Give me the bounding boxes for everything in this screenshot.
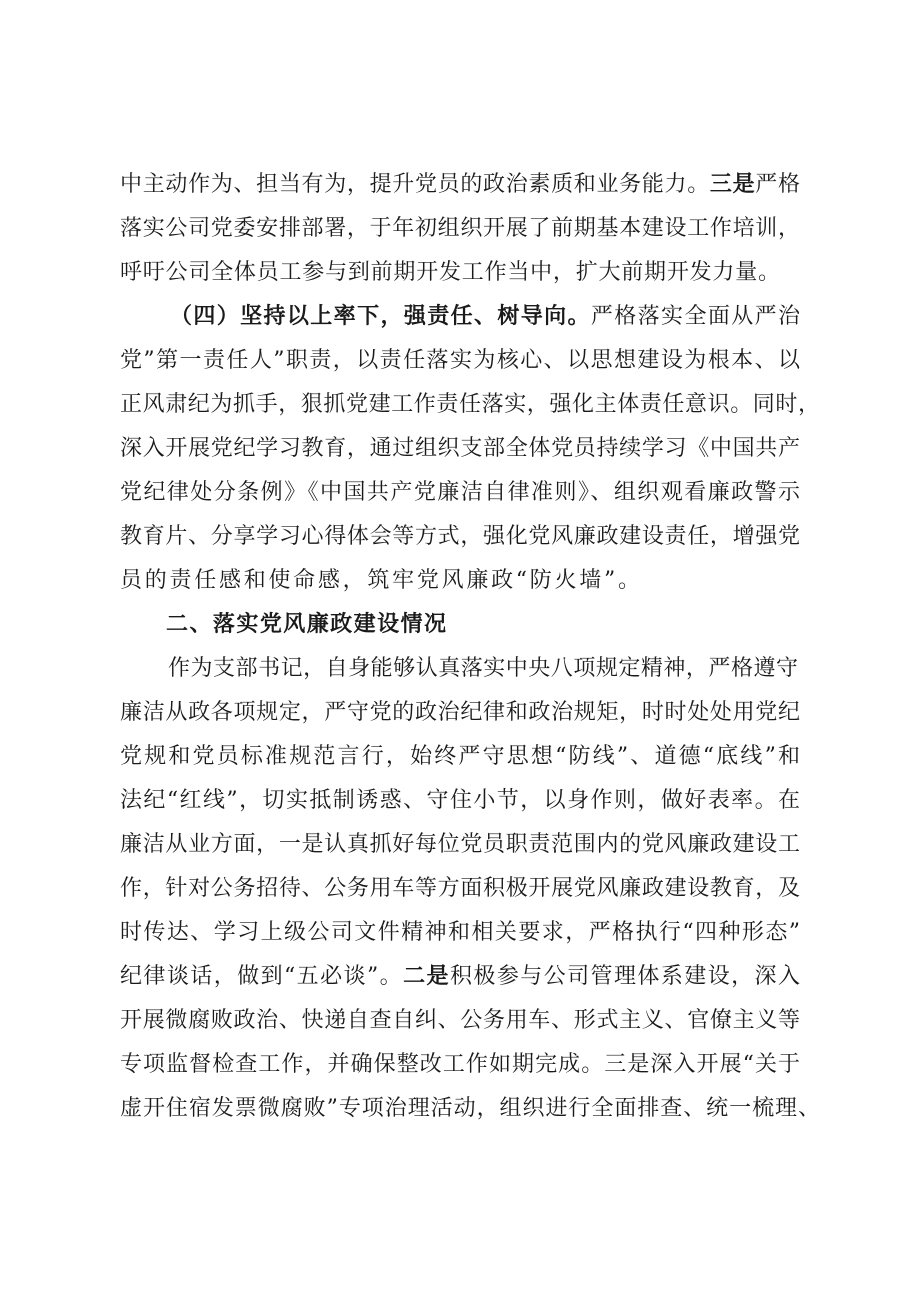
line-text: 作，针对公务招待、公务用车等方面积极开展党风廉政建设教育，及 (120, 876, 801, 901)
bold-text: 二、落实党风廉政建设情况 (166, 612, 448, 637)
section-heading (0, 603, 920, 647)
text-line (0, 1043, 920, 1087)
text-line (0, 427, 920, 471)
text-line (0, 911, 920, 955)
text-line (0, 955, 920, 999)
line-text: 党规和党员标准规范言行，始终严守思想“防线”、道德“底线”和 (120, 744, 803, 769)
line-text: 纪律谈话，做到“五必谈”。 (120, 964, 404, 989)
line-text: 教育片、分享学习心得体会等方式，强化党风廉政建设责任，增强党 (120, 524, 801, 549)
text-line (0, 1087, 920, 1131)
text-line (0, 735, 920, 779)
line-text: 深入开展党纪学习教育，通过组织支部全体党员持续学习《中国共产 (120, 436, 801, 461)
line-text: 严格 (755, 172, 801, 197)
line-text: 正风肃纪为抓手，狠抓党建工作责任落实，强化主体责任意识。同时， (120, 392, 821, 417)
text-line (0, 823, 920, 867)
line-text: 呼吁公司全体员工参与到前期开发工作当中，扩大前期开发力量。 (120, 260, 781, 285)
text-line (0, 471, 920, 515)
text-line (0, 251, 920, 295)
text-line (0, 383, 920, 427)
line-text: 廉洁从业方面，一是认真抓好每位党员职责范围内的党风廉政建设工 (120, 832, 801, 857)
text-line (0, 999, 920, 1043)
text-line (0, 295, 920, 339)
text-line (0, 515, 920, 559)
line-text: 法纪“红线”，切实抵制诱惑、守住小节，以身作则，做好表率。在 (120, 788, 802, 813)
line-text: 党纪律处分条例》《中国共产党廉洁自律准则》、组织观看廉政警示 (120, 480, 802, 505)
text-line (0, 779, 920, 823)
bold-text: 二是 (403, 964, 450, 989)
line-text: 廉洁从政各项规定，严守党的政治纪律和政治规矩，时时处处用党纪 (120, 700, 801, 725)
text-line (0, 867, 920, 911)
text-line (0, 207, 920, 251)
line-text: 时传达、学习上级公司文件精神和相关要求，严格执行“四种形态” (120, 920, 802, 945)
line-text: 党”第一责任人”职责，以责任落实为核心、以思想建设为根本、以 (120, 348, 802, 373)
bold-text: （四）坚持以上率下，强责任、树导向。 (170, 304, 591, 329)
text-line (0, 691, 920, 735)
text-line (0, 647, 920, 691)
line-text: 严格落实全面从严治 (590, 304, 802, 329)
text-line (0, 163, 920, 207)
text-line (0, 559, 920, 603)
line-text: 员的责任感和使命感，筑牢党风廉政“防火墙”。 (120, 568, 643, 593)
bold-text: 三是 (709, 172, 756, 197)
line-text: 虚开住宿发票微腐败”专项治理活动，组织进行全面排查、统一梳理、 (120, 1096, 821, 1121)
text-line (0, 339, 920, 383)
line-text: 中主动作为、担当有为，提升党员的政治素质和业务能力。 (120, 172, 710, 197)
line-text: 落实公司党委安排部署，于年初组织开展了前期基本建设工作培训， (120, 216, 801, 241)
line-text: 作为支部书记，自身能够认真落实中央八项规定精神，严格遵守 (168, 656, 799, 681)
line-text: 积极参与公司管理体系建设，深入 (449, 964, 802, 989)
line-text: 专项监督检查工作，并确保整改工作如期完成。三是深入开展“关于 (120, 1052, 802, 1077)
line-text: 开展微腐败政治、快递自查自纠、公务用车、形式主义、官僚主义等 (120, 1008, 801, 1033)
